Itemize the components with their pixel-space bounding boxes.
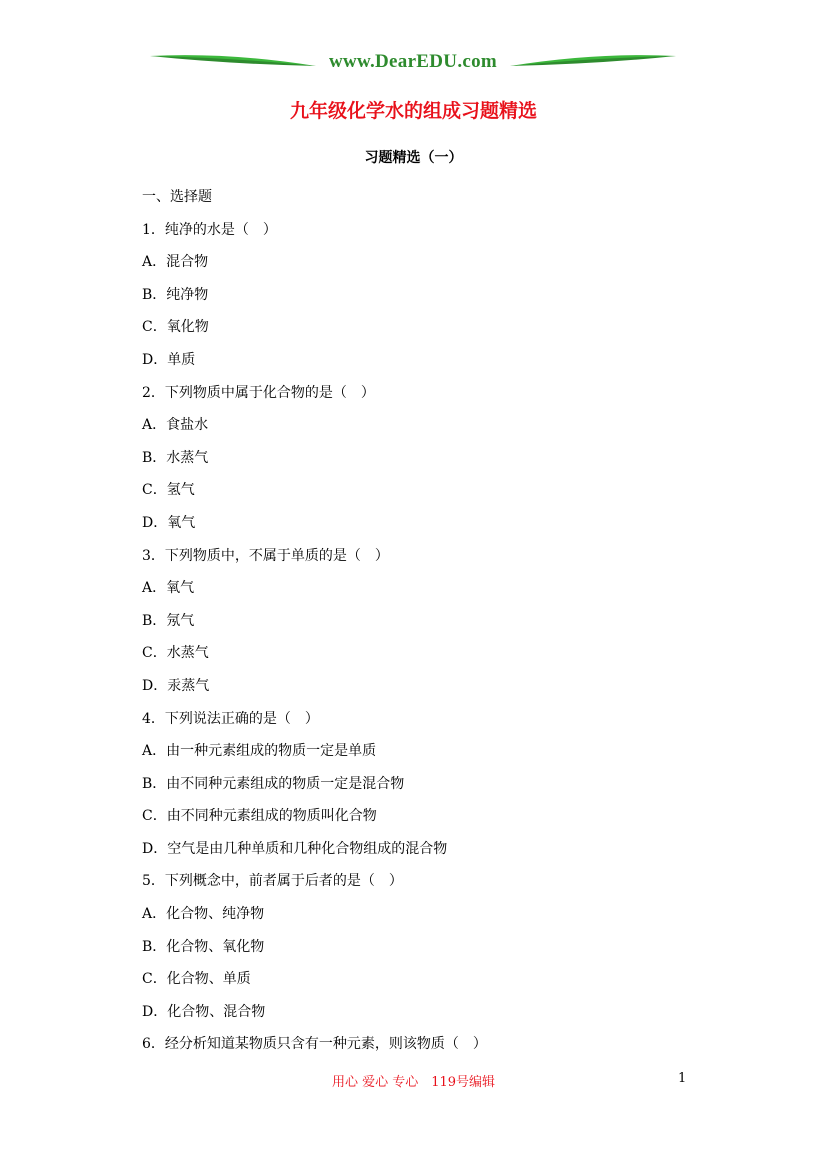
- option-line: D．空气是由几种单质和几种化合物组成的混合物: [142, 840, 448, 857]
- section-heading: 一、选择题: [142, 189, 212, 205]
- question-3: 3．下列物质中，不属于单质的是（ ）: [142, 547, 389, 564]
- option-line: C．水蒸气: [142, 645, 209, 662]
- option-line: D．汞蒸气: [142, 677, 210, 694]
- question-list: [142, 187, 702, 1067]
- option-line: D．化合物、混合物: [142, 1003, 266, 1020]
- question-2: 2．下列物质中属于化合物的是（ ）: [142, 384, 375, 401]
- option-line: A．食盐水: [142, 417, 209, 434]
- question-1: 1．纯净的水是（ ）: [142, 221, 277, 238]
- option-line: B．化合物、氧化物: [142, 938, 265, 955]
- site-url: www.DearEDU.com: [328, 51, 498, 72]
- question-5: 5．下列概念中，前者属于后者的是（ ）: [142, 873, 403, 890]
- option-line: A．混合物: [142, 254, 209, 271]
- option-line: D．单质: [142, 351, 196, 368]
- option-line: A．由一种元素组成的物质一定是单质: [142, 743, 377, 760]
- question-4: 4．下列说法正确的是（ ）: [142, 710, 319, 727]
- option-line: C．化合物、单质: [142, 971, 251, 988]
- option-line: A．化合物、纯净物: [142, 906, 265, 923]
- option-line: C．由不同种元素组成的物质叫化合物: [142, 808, 377, 825]
- option-line: B．由不同种元素组成的物质一定是混合物: [142, 775, 405, 792]
- option-line: B．纯净物: [142, 286, 209, 303]
- option-line: D．氧气: [142, 514, 196, 531]
- option-line: B．氖气: [142, 612, 195, 629]
- option-line: C．氢气: [142, 482, 195, 499]
- footer-text: 用心 爱心 专心 119号编辑: [331, 1075, 496, 1090]
- document-subtitle: 习题精选（一）: [364, 150, 463, 166]
- option-line: A．氧气: [142, 580, 195, 597]
- site-header: [148, 48, 678, 78]
- question-6: 6．经分析知道某物质只含有一种元素，则该物质（ ）: [142, 1036, 487, 1053]
- option-line: B．水蒸气: [142, 449, 209, 466]
- option-line: C．氧化物: [142, 319, 209, 336]
- page-number: 1: [678, 1071, 687, 1086]
- document-title: 九年级化学水的组成习题精选: [289, 100, 537, 122]
